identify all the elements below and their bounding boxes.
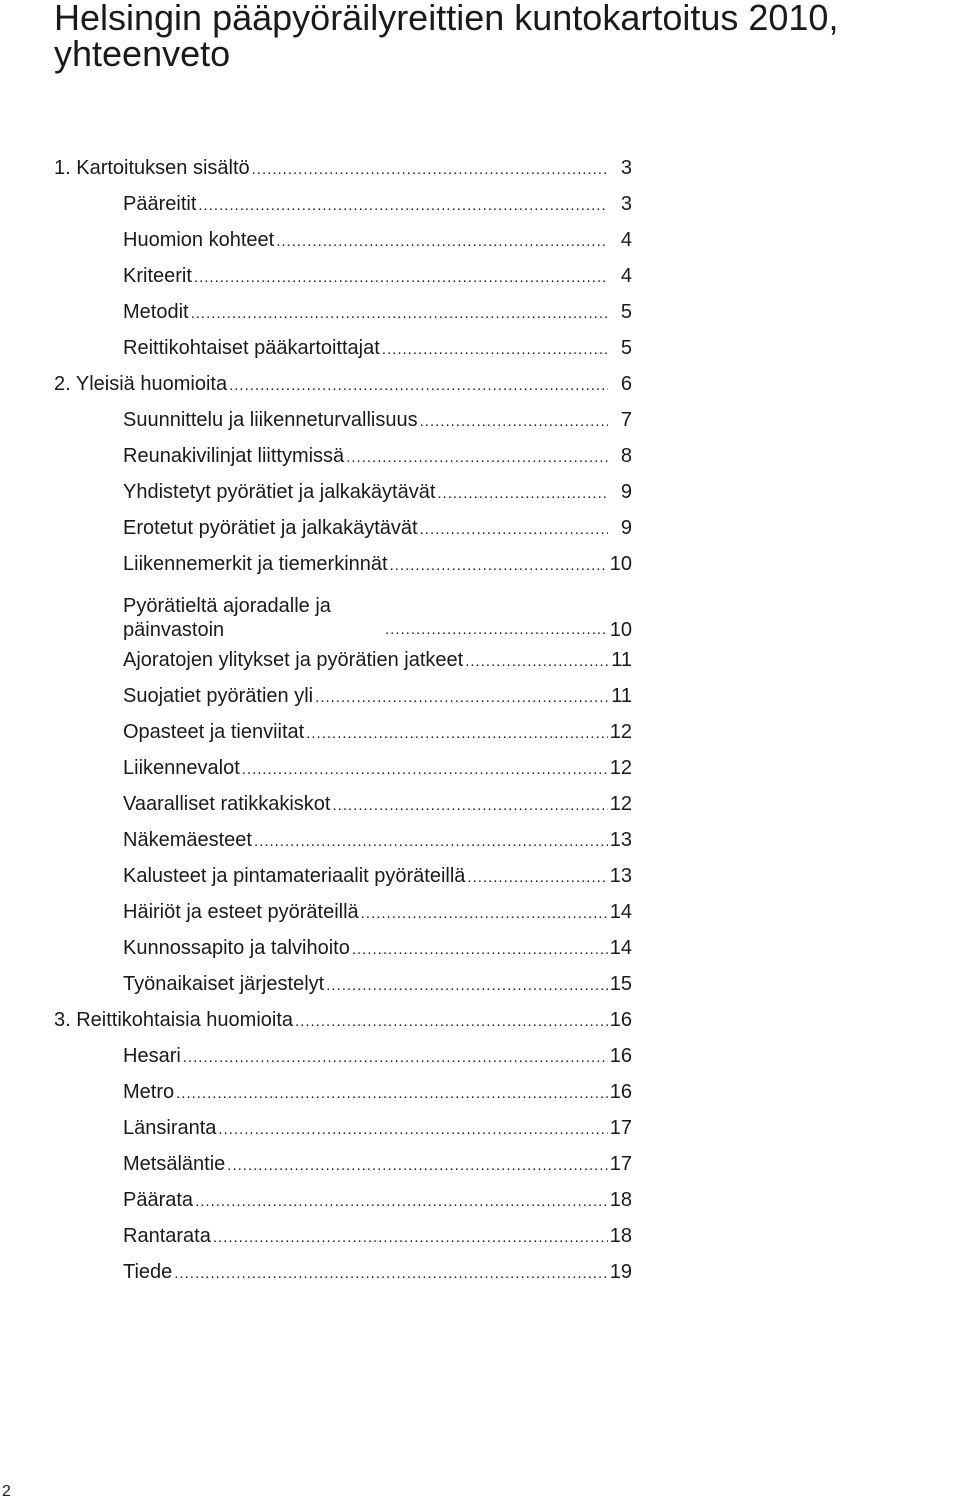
toc-entry[interactable] xyxy=(54,366,632,402)
toc-dot-leader xyxy=(227,1148,607,1184)
toc-dot-leader xyxy=(191,296,608,332)
toc-entry[interactable] xyxy=(54,750,632,786)
toc-entry-label: Suojatiet pyörätien yli xyxy=(123,685,314,707)
toc-entry-label: Reittikohtaiset pääkartoittajat xyxy=(123,337,380,359)
toc-entry[interactable] xyxy=(54,402,632,438)
toc-entry-page-number: 4 xyxy=(620,229,632,251)
toc-dot-leader xyxy=(194,260,608,296)
toc-dot-leader xyxy=(176,1076,608,1112)
toc-dot-leader xyxy=(254,824,608,860)
toc-entry-page-number: 9 xyxy=(620,481,632,503)
toc-dot-leader xyxy=(346,440,608,476)
toc-dot-leader xyxy=(306,716,608,752)
toc-entry-page-number: 19 xyxy=(609,1261,632,1283)
page-number: 2 xyxy=(2,1483,11,1500)
toc-dot-leader xyxy=(332,788,607,824)
toc-entry[interactable] xyxy=(54,1002,632,1038)
document-title-line-2: yhteenveto xyxy=(54,33,231,74)
toc-entry-label: Näkemäesteet xyxy=(123,829,252,851)
toc-entry-page-number: 11 xyxy=(611,649,632,671)
toc-entry[interactable] xyxy=(54,714,632,750)
table-of-contents xyxy=(54,150,632,1290)
toc-entry-page-number: 7 xyxy=(620,409,632,431)
toc-dot-leader xyxy=(315,680,608,716)
toc-entry-page-number: 10 xyxy=(609,553,632,575)
toc-entry-page-number: 9 xyxy=(620,517,632,539)
toc-dot-leader xyxy=(326,968,608,1004)
toc-entry-label: Metsäläntie xyxy=(123,1153,226,1175)
toc-entry-label: Metodit xyxy=(123,301,189,323)
toc-entry-page-number: 13 xyxy=(609,865,632,887)
toc-entry[interactable] xyxy=(54,474,632,510)
toc-entry-label: Huomion kohteet xyxy=(123,229,275,251)
toc-entry[interactable] xyxy=(54,546,632,582)
toc-entry-page-number: 13 xyxy=(609,829,632,851)
toc-entry-page-number: 10 xyxy=(609,619,632,641)
toc-dot-leader xyxy=(361,896,608,932)
toc-entry-page-number: 16 xyxy=(609,1045,632,1067)
toc-dot-leader xyxy=(213,1220,608,1256)
toc-dot-leader xyxy=(195,1184,608,1220)
toc-entry-label: Kunnossapito ja talvihoito xyxy=(123,937,350,959)
toc-entry-label: Liikennevalot xyxy=(123,757,240,779)
toc-entry-label: Kalusteet ja pintamateriaalit pyöräteillä xyxy=(123,865,466,887)
toc-dot-leader xyxy=(437,476,608,512)
toc-entry-page-number: 18 xyxy=(609,1189,632,1211)
document-title xyxy=(54,0,954,72)
toc-dot-leader xyxy=(276,224,608,260)
toc-dot-leader xyxy=(295,1004,608,1040)
toc-dot-leader xyxy=(218,1112,607,1148)
toc-dot-leader xyxy=(382,332,608,368)
toc-dot-leader xyxy=(420,404,608,440)
toc-entry-label: Työnaikaiset järjestelyt xyxy=(123,973,325,995)
toc-entry[interactable] xyxy=(54,822,632,858)
toc-entry-label: Pääreitit xyxy=(123,193,197,215)
toc-entry-page-number: 17 xyxy=(609,1117,632,1139)
toc-entry-label: Suunnittelu ja liikenneturvallisuus xyxy=(123,409,418,431)
toc-entry-label: Erotetut pyörätiet ja jalkakäytävät xyxy=(123,517,418,539)
toc-entry[interactable] xyxy=(54,966,632,1002)
toc-entry[interactable] xyxy=(54,642,632,678)
toc-entry-page-number: 14 xyxy=(609,901,632,923)
toc-entry[interactable] xyxy=(54,222,632,258)
toc-entry[interactable] xyxy=(54,1146,632,1182)
document-title-line-1: Helsingin pääpyöräilyreittien kuntokartoitus 2010, xyxy=(54,0,839,38)
toc-entry-label: Opasteet ja tienviitat xyxy=(123,721,305,743)
toc-entry[interactable] xyxy=(54,510,632,546)
toc-dot-leader xyxy=(385,618,608,642)
toc-entry-label: Häiriöt ja esteet pyöräteillä xyxy=(123,901,359,923)
toc-entry[interactable] xyxy=(54,186,632,222)
toc-entry-label: 3. Reittikohtaisia huomioita xyxy=(54,1009,294,1031)
toc-entry-page-number: 8 xyxy=(620,445,632,467)
toc-dot-leader xyxy=(352,932,608,968)
toc-entry-page-number: 18 xyxy=(609,1225,632,1247)
toc-entry-page-number: 12 xyxy=(609,793,632,815)
toc-entry-page-number: 5 xyxy=(620,337,632,359)
toc-entry-label: Vaaralliset ratikkakiskot xyxy=(123,793,331,815)
toc-dot-leader xyxy=(420,512,608,548)
toc-dot-leader xyxy=(183,1040,608,1076)
toc-entry-label: Kriteerit xyxy=(123,265,192,287)
toc-entry[interactable] xyxy=(54,1110,632,1146)
toc-entry-label: Pyörätieltä ajoradalle ja päinvastoin xyxy=(123,595,331,641)
toc-entry[interactable] xyxy=(54,258,632,294)
toc-entry-label: Liikennemerkit ja tiemerkinnät xyxy=(123,553,388,575)
toc-entry[interactable] xyxy=(54,1074,632,1110)
toc-entry[interactable] xyxy=(54,1182,632,1218)
toc-entry-label: Ajoratojen ylitykset ja pyörätien jatkeet xyxy=(123,649,464,671)
toc-entry[interactable] xyxy=(54,330,632,366)
toc-entry-label: Tiede xyxy=(123,1261,173,1283)
toc-entry-label: Päärata xyxy=(123,1189,194,1211)
toc-entry-page-number: 5 xyxy=(620,301,632,323)
toc-entry-page-number: 4 xyxy=(620,265,632,287)
toc-entry-page-number: 6 xyxy=(620,373,632,395)
toc-entry[interactable] xyxy=(54,1218,632,1254)
toc-dot-leader xyxy=(467,860,607,896)
toc-entry[interactable] xyxy=(54,438,632,474)
toc-entry-page-number: 3 xyxy=(620,193,632,215)
toc-entry-label: Metro xyxy=(123,1081,175,1103)
toc-entry-page-number: 12 xyxy=(609,721,632,743)
toc-entry-page-number: 3 xyxy=(620,157,632,179)
toc-entry-label: Rantarata xyxy=(123,1225,211,1247)
toc-entry[interactable] xyxy=(54,894,632,930)
toc-dot-leader xyxy=(242,752,608,788)
toc-dot-leader xyxy=(465,644,608,680)
toc-dot-leader xyxy=(174,1256,607,1292)
toc-entry-label: 1. Kartoituksen sisältö xyxy=(54,157,250,179)
toc-entry-label: Reunakivilinjat liittymissä xyxy=(123,445,345,467)
toc-entry-label: Yhdistetyt pyörätiet ja jalkakäytävät xyxy=(123,481,436,503)
toc-entry-page-number: 17 xyxy=(609,1153,632,1175)
toc-entry[interactable] xyxy=(54,858,632,894)
toc-entry-page-number: 14 xyxy=(609,937,632,959)
toc-entry[interactable] xyxy=(54,1254,632,1290)
toc-entry[interactable] xyxy=(54,1038,632,1074)
toc-dot-leader xyxy=(252,152,608,188)
toc-entry-page-number: 16 xyxy=(609,1081,632,1103)
toc-dot-leader xyxy=(198,188,608,224)
toc-entry[interactable] xyxy=(54,678,632,714)
toc-entry-page-number: 11 xyxy=(611,685,632,707)
toc-entry[interactable] xyxy=(54,150,632,186)
toc-entry-label: Hesari xyxy=(123,1045,181,1067)
toc-entry-label: 2. Yleisiä huomioita xyxy=(54,373,228,395)
toc-entry-page-number: 15 xyxy=(609,973,632,995)
toc-entry-label: Länsiranta xyxy=(123,1117,217,1139)
toc-entry[interactable] xyxy=(54,294,632,330)
toc-entry-page-number: 16 xyxy=(609,1009,632,1031)
toc-dot-leader xyxy=(390,548,608,584)
toc-entry[interactable] xyxy=(54,582,632,642)
toc-entry[interactable] xyxy=(54,786,632,822)
toc-entry-page-number: 12 xyxy=(609,757,632,779)
toc-entry[interactable] xyxy=(54,930,632,966)
toc-dot-leader xyxy=(229,368,608,404)
